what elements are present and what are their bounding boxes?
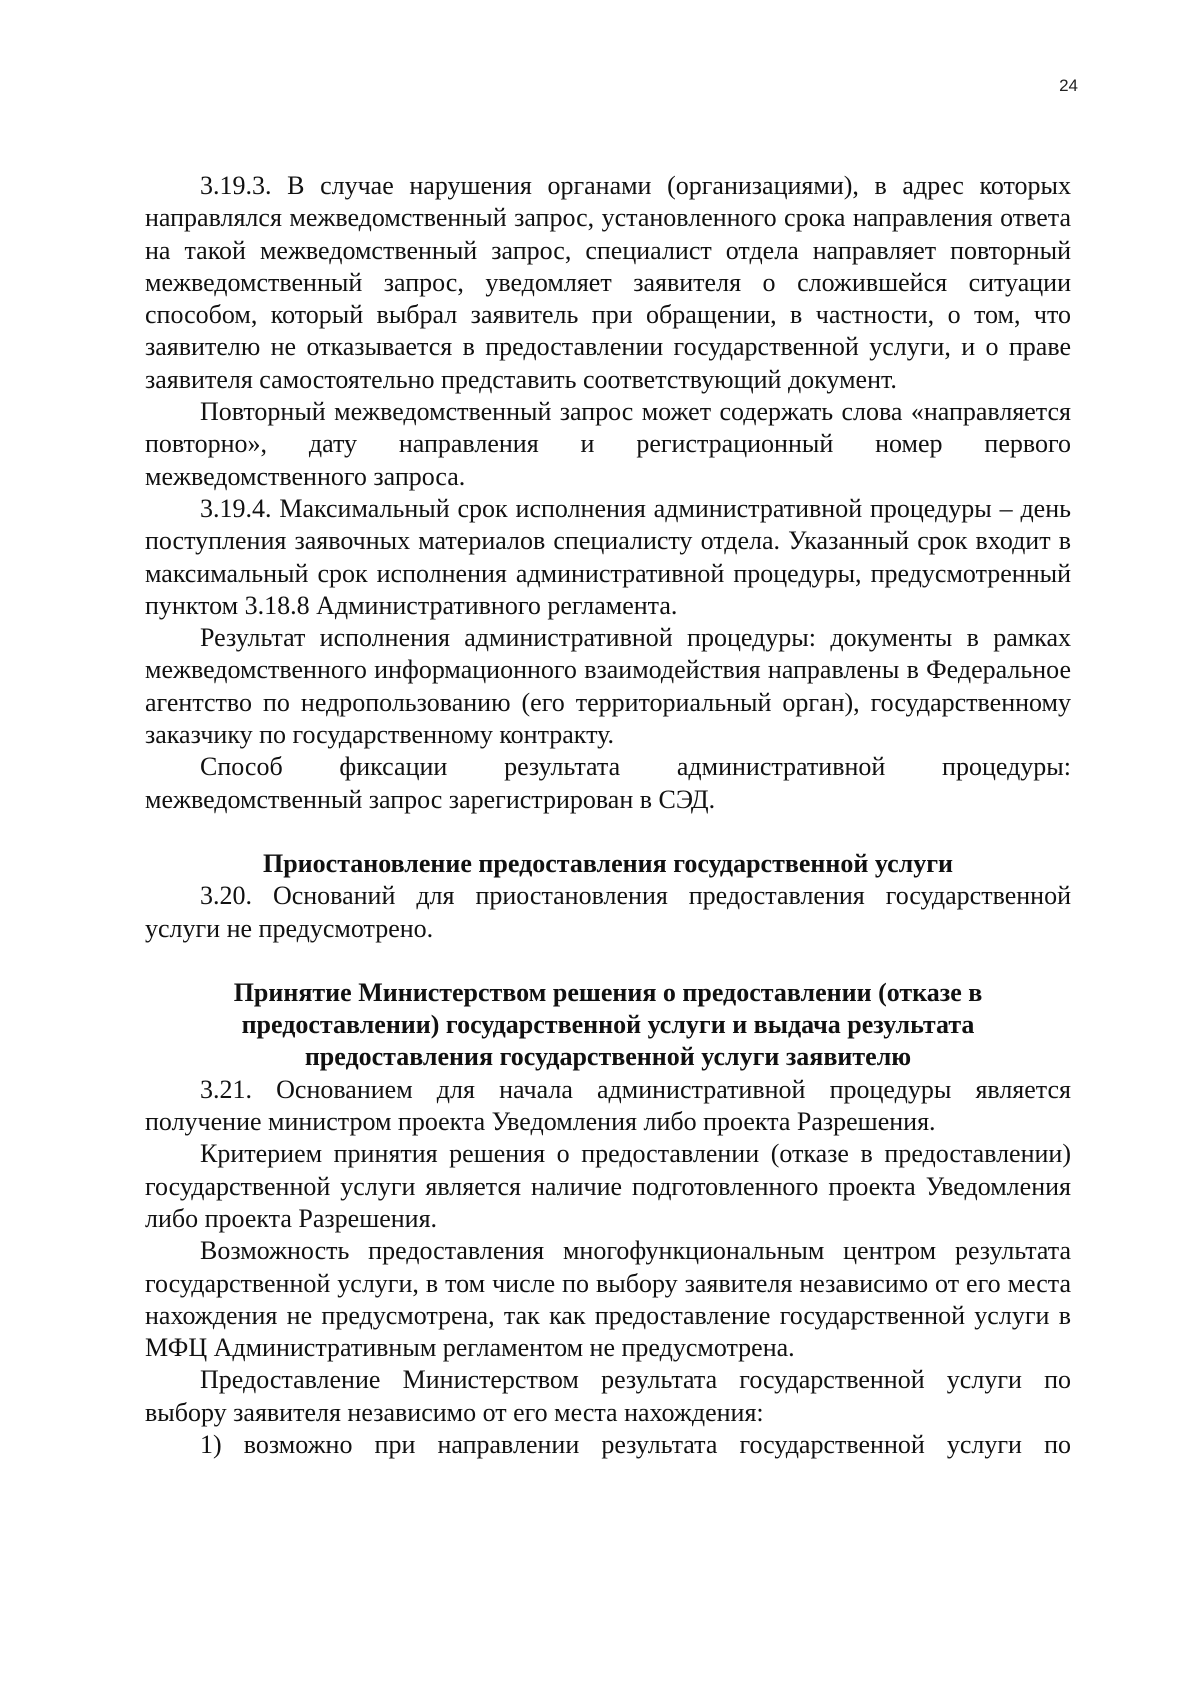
paragraph-3-19-4: 3.19.4. Максимальный срок исполнения административной процедуры – день поступления заявочных материалов специалисту отдела. Указанный срок входит в максимальный срок исполнения административной процедуры, предусмотренный пунктом 3.18.8 Административного регламента. [145,493,1071,620]
heading-line-3: предоставления государственной услуги заявителю [304,1042,912,1072]
list-item-1: 1) возможно при направлении результата государственной услуги по [200,1429,1071,1459]
paragraph-3-21: 3.21. Основанием для начала административной процедуры является получение министром проекта Уведомления либо проекта Разрешения. [145,1074,1071,1137]
paragraph-repeat-request: Повторный межведомственный запрос может содержать слова «направляется повторно», дату направления и регистрационный номер первого межведомственного запроса. [145,397,1071,491]
paragraph-result: Результат исполнения административной процедуры: документы в рамках межведомственного информационного взаимодействия направлены в Федеральное агентство по недропользованию (его территориальный орган), государственному заказчику по государственному контракту. [145,623,1071,750]
section-heading-suspension: Приостановление предоставления государственной услуги [262,848,953,878]
document-body [145,170,1071,1461]
paragraph-ministry-result: Предоставление Министерством результата государственной услуги по выбору заявителя независимо от его места нахождения: [145,1365,1071,1427]
paragraph-3-19-3: 3.19.3. В случае нарушения органами (организациями), в адрес которых направлялся межведомственный запрос, установленного срока направления ответа на такой межведомственный запрос, специалист отдела направляет повторный межведомственный запрос, уведомляет заявителя о сложившейся ситуации способом, который выбрал заявитель при обращении, в частности, о том, что заявителю не отказывается в предоставлении государственной услуги, и о праве заявителя самостоятельно представить соответствующий документ. [145,171,1071,394]
paragraph-criterion: Критерием принятия решения о предоставлении (отказе в предоставлении) государственной услуги является наличие подготовленного проекта Уведомления либо проекта Разрешения. [145,1139,1071,1233]
page-number: 24 [1059,76,1078,95]
paragraph-fixation-method: Способ фиксации результата административной процедуры: межведомственный запрос зарегистрирован в СЭД. [145,752,1071,814]
heading-line-2: предоставлении) государственной услуги и выдача результата [241,1010,975,1040]
paragraph-3-20: 3.20. Оснований для приостановления предоставления государственной услуги не предусмотрено. [145,881,1071,943]
heading-line-1: Принятие Министерством решения о предоставлении (отказе в [233,977,983,1007]
paragraph-mfc: Возможность предоставления многофункциональным центром результата государственной услуги, в том числе по выбору заявителя независимо от его места нахождения не предусмотрена, так как предоставление государственной услуги в МФЦ Административным регламентом не предусмотрена. [145,1236,1071,1363]
section-heading-decision [145,977,1071,1074]
